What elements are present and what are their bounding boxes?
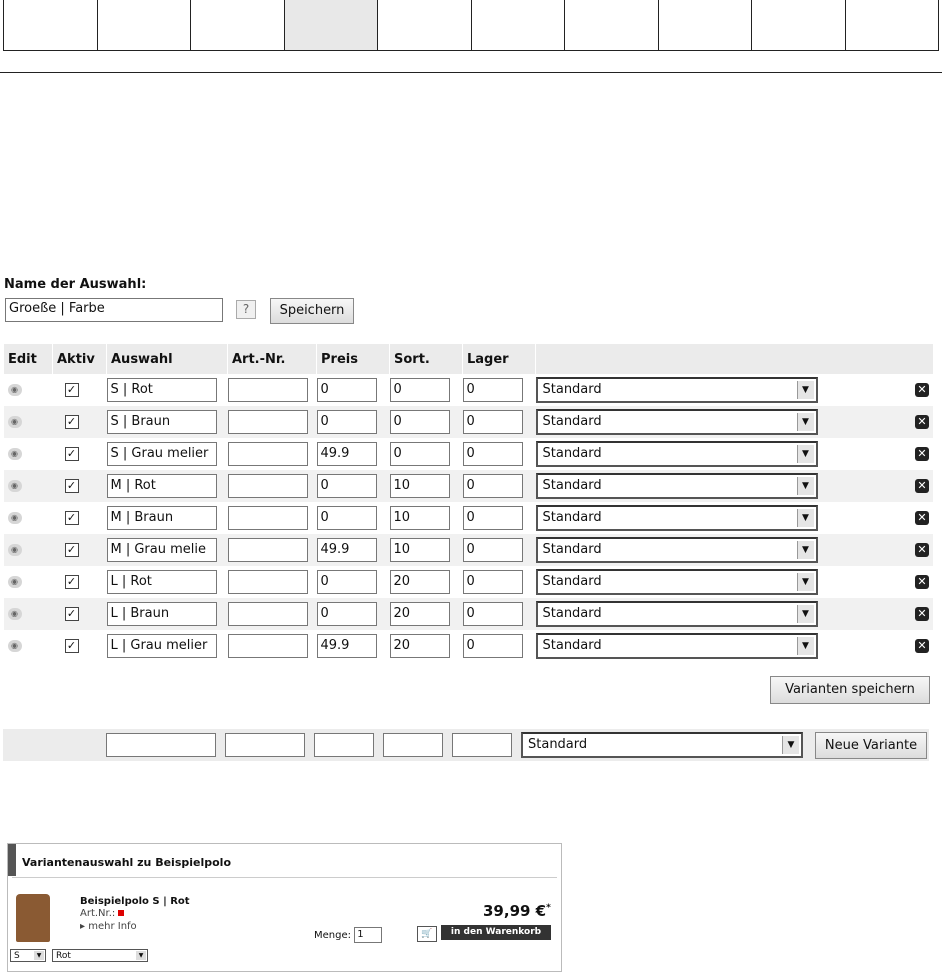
artnr-cell	[228, 598, 317, 630]
price-footnote-mark: *	[546, 903, 551, 913]
col-template	[536, 344, 934, 374]
lager-cell	[463, 598, 536, 630]
delete-icon[interactable]: ✕	[915, 511, 929, 525]
template-group	[536, 473, 934, 499]
chevron-down-icon: ▼	[797, 637, 814, 655]
active-checkbox[interactable]: ✓	[65, 607, 79, 621]
auswahl-input[interactable]: M | Grau melie	[107, 538, 217, 562]
template-select[interactable]	[536, 377, 818, 403]
artnr-label: Art.Nr.:	[80, 908, 116, 919]
quantity-input[interactable]: 1	[354, 927, 382, 943]
auswahl-cell	[107, 598, 228, 630]
sort-input[interactable]: 20	[390, 634, 450, 658]
edit-icon[interactable]: ◉	[8, 608, 22, 620]
edit-cell	[4, 374, 53, 406]
edit-cell	[4, 502, 53, 534]
lager-input[interactable]: 0	[463, 442, 523, 466]
template-value: Standard	[542, 414, 602, 429]
template-cell	[536, 502, 934, 534]
col-artnr: Art.-Nr.	[228, 344, 317, 374]
active-checkbox[interactable]: ✓	[65, 543, 79, 557]
sort-cell	[390, 534, 463, 566]
new-template-value: Standard	[528, 737, 588, 752]
chevron-down-icon: ▼	[797, 381, 814, 399]
variant-preview-box	[7, 843, 562, 972]
sort-cell	[390, 374, 463, 406]
template-group	[536, 537, 934, 563]
auswahl-input[interactable]: S | Rot	[107, 378, 217, 402]
product-price	[483, 902, 551, 920]
table-row	[4, 470, 934, 502]
lager-cell	[463, 470, 536, 502]
delete-icon[interactable]: ✕	[915, 639, 929, 653]
preis-cell	[317, 630, 390, 662]
lager-cell	[463, 630, 536, 662]
template-cell	[536, 598, 934, 630]
aktiv-cell	[53, 502, 107, 534]
preis-cell	[317, 598, 390, 630]
chevron-down-icon: ▼	[797, 541, 814, 559]
delete-icon[interactable]: ✕	[915, 479, 929, 493]
tab-6[interactable]	[471, 0, 565, 50]
table-row	[4, 502, 934, 534]
lager-cell	[463, 374, 536, 406]
help-icon[interactable]: ?	[236, 300, 256, 319]
artnr-input[interactable]	[228, 538, 308, 562]
auswahl-cell	[107, 438, 228, 470]
lager-input[interactable]: 0	[463, 410, 523, 434]
save-variants-button[interactable]: Varianten speichern	[770, 676, 930, 704]
preis-input[interactable]: 0	[317, 474, 377, 498]
chevron-down-icon: ▼	[797, 605, 814, 623]
edit-icon[interactable]: ◉	[8, 416, 22, 428]
edit-cell	[4, 470, 53, 502]
delete-icon[interactable]: ✕	[915, 447, 929, 461]
chevron-down-icon: ▼	[797, 509, 814, 527]
template-select[interactable]	[536, 633, 818, 659]
lager-input[interactable]: 0	[463, 378, 523, 402]
selection-name-input[interactable]: Groeße | Farbe	[5, 298, 223, 322]
sort-input[interactable]: 10	[390, 474, 450, 498]
artnr-cell	[228, 534, 317, 566]
artnr-input[interactable]	[228, 442, 308, 466]
edit-cell	[4, 438, 53, 470]
aktiv-cell	[53, 406, 107, 438]
title-accent-bar	[8, 844, 16, 876]
artnr-input[interactable]	[228, 634, 308, 658]
edit-icon[interactable]: ◉	[8, 448, 22, 460]
more-info-label: mehr Info	[88, 921, 137, 932]
color-select[interactable]	[52, 949, 148, 962]
artnr-cell	[228, 566, 317, 598]
tab-2[interactable]	[97, 0, 191, 50]
lager-cell	[463, 438, 536, 470]
template-group	[536, 505, 934, 531]
artnr-input[interactable]	[228, 378, 308, 402]
active-checkbox[interactable]: ✓	[65, 511, 79, 525]
preis-input[interactable]: 0	[317, 602, 377, 626]
table-row	[4, 406, 934, 438]
tab-5[interactable]	[377, 0, 471, 50]
new-variant-row	[3, 729, 929, 761]
chevron-down-icon: ▼	[136, 951, 146, 960]
artnr-input[interactable]	[228, 570, 308, 594]
preis-input[interactable]: 49.9	[317, 442, 377, 466]
preis-input[interactable]: 49.9	[317, 634, 377, 658]
sort-cell	[390, 438, 463, 470]
preis-input[interactable]: 0	[317, 378, 377, 402]
auswahl-cell	[107, 406, 228, 438]
artnr-cell	[228, 406, 317, 438]
edit-icon[interactable]: ◉	[8, 640, 22, 652]
template-group	[536, 633, 934, 659]
preis-cell	[317, 566, 390, 598]
sort-input[interactable]: 0	[390, 378, 450, 402]
aktiv-cell	[53, 630, 107, 662]
template-value: Standard	[542, 606, 602, 621]
col-lager: Lager	[463, 344, 536, 374]
lager-cell	[463, 406, 536, 438]
sort-input[interactable]: 0	[390, 410, 450, 434]
aktiv-cell	[53, 598, 107, 630]
sort-input[interactable]: 10	[390, 506, 450, 530]
auswahl-cell	[107, 630, 228, 662]
preview-divider	[12, 877, 557, 878]
auswahl-input[interactable]: M | Rot	[107, 474, 217, 498]
template-cell	[536, 630, 934, 662]
lager-input[interactable]: 0	[463, 474, 523, 498]
template-group	[536, 569, 934, 595]
preview-title: Variantenauswahl zu Beispielpolo	[22, 856, 232, 869]
template-select[interactable]	[536, 409, 818, 435]
active-checkbox[interactable]: ✓	[65, 447, 79, 461]
auswahl-cell	[107, 374, 228, 406]
artnr-input[interactable]	[228, 410, 308, 434]
col-aktiv: Aktiv	[53, 344, 107, 374]
preis-input[interactable]: 0	[317, 570, 377, 594]
edit-cell	[4, 630, 53, 662]
price-value: 39,99 €	[483, 902, 547, 920]
delete-icon[interactable]: ✕	[915, 415, 929, 429]
table-row	[4, 630, 934, 662]
triangle-right-icon: ▸	[80, 921, 86, 932]
menge-label: Menge:	[314, 930, 351, 941]
sort-cell	[390, 470, 463, 502]
auswahl-cell	[107, 502, 228, 534]
auswahl-input[interactable]: S | Braun	[107, 410, 217, 434]
edit-cell	[4, 534, 53, 566]
table-header	[4, 344, 934, 374]
auswahl-input[interactable]: S | Grau melier	[107, 442, 217, 466]
cart-icon[interactable]: 🛒	[417, 926, 437, 942]
template-select[interactable]	[536, 473, 818, 499]
quantity-group	[314, 927, 382, 943]
delete-icon[interactable]: ✕	[915, 543, 929, 557]
template-cell	[536, 470, 934, 502]
artnr-cell	[228, 502, 317, 534]
edit-cell	[4, 566, 53, 598]
chevron-down-icon: ▼	[782, 736, 799, 754]
edit-icon[interactable]: ◉	[8, 576, 22, 588]
preis-cell	[317, 374, 390, 406]
delete-icon[interactable]: ✕	[915, 383, 929, 397]
product-name[interactable]: Beispielpolo S | Rot	[80, 896, 190, 907]
template-select[interactable]	[536, 505, 818, 531]
tab-9[interactable]	[751, 0, 845, 50]
sort-cell	[390, 598, 463, 630]
chevron-down-icon: ▼	[797, 573, 814, 591]
edit-cell	[4, 598, 53, 630]
table-row	[4, 598, 934, 630]
artnr-cell	[228, 438, 317, 470]
chevron-down-icon: ▼	[797, 445, 814, 463]
auswahl-input[interactable]: L | Braun	[107, 602, 217, 626]
template-value: Standard	[542, 542, 602, 557]
new-auswahl-input[interactable]	[106, 733, 216, 757]
table-row	[4, 534, 934, 566]
active-checkbox[interactable]: ✓	[65, 479, 79, 493]
artnr-line	[80, 908, 124, 919]
preis-input[interactable]: 49.9	[317, 538, 377, 562]
sort-cell	[390, 406, 463, 438]
template-value: Standard	[542, 382, 602, 397]
preis-cell	[317, 406, 390, 438]
tab-8[interactable]	[658, 0, 752, 50]
sort-cell	[390, 502, 463, 534]
lager-input[interactable]: 0	[463, 570, 523, 594]
template-value: Standard	[542, 638, 602, 653]
lager-cell	[463, 534, 536, 566]
delete-icon[interactable]: ✕	[915, 607, 929, 621]
auswahl-cell	[107, 470, 228, 502]
artnr-input[interactable]	[228, 602, 308, 626]
active-checkbox[interactable]: ✓	[65, 383, 79, 397]
aktiv-cell	[53, 566, 107, 598]
col-sort: Sort.	[390, 344, 463, 374]
active-checkbox[interactable]: ✓	[65, 575, 79, 589]
tab-strip	[3, 0, 939, 51]
auswahl-input[interactable]: L | Rot	[107, 570, 217, 594]
aktiv-cell	[53, 470, 107, 502]
tab-4-active[interactable]	[284, 0, 378, 50]
save-button[interactable]: Speichern	[270, 298, 354, 324]
new-template-select[interactable]	[521, 732, 803, 758]
lager-input[interactable]: 0	[463, 538, 523, 562]
size-select[interactable]	[10, 949, 46, 962]
add-to-cart-button[interactable]: in den Warenkorb	[441, 925, 551, 940]
edit-icon[interactable]: ◉	[8, 512, 22, 524]
lager-cell	[463, 502, 536, 534]
tab-3[interactable]	[190, 0, 284, 50]
template-value: Standard	[542, 510, 602, 525]
template-cell	[536, 534, 934, 566]
template-group	[536, 441, 934, 467]
lager-cell	[463, 566, 536, 598]
col-auswahl: Auswahl	[107, 344, 228, 374]
aktiv-cell	[53, 438, 107, 470]
template-value: Standard	[542, 574, 602, 589]
color-select-value: Rot	[56, 951, 71, 961]
template-cell	[536, 374, 934, 406]
active-checkbox[interactable]: ✓	[65, 415, 79, 429]
sort-cell	[390, 566, 463, 598]
sort-input[interactable]: 20	[390, 570, 450, 594]
table-row	[4, 438, 934, 470]
chevron-down-icon: ▼	[797, 477, 814, 495]
preis-cell	[317, 534, 390, 566]
tab-1[interactable]	[3, 0, 97, 50]
name-label: Name der Auswahl:	[4, 277, 147, 292]
artnr-cell	[228, 374, 317, 406]
new-lager-input[interactable]	[452, 733, 512, 757]
table-row	[4, 374, 934, 406]
artnr-cell	[228, 630, 317, 662]
auswahl-input[interactable]: L | Grau melier	[107, 634, 217, 658]
new-preis-input[interactable]	[314, 733, 374, 757]
template-cell	[536, 406, 934, 438]
aktiv-cell	[53, 374, 107, 406]
preis-input[interactable]: 0	[317, 410, 377, 434]
template-cell	[536, 566, 934, 598]
template-group	[536, 377, 934, 403]
template-value: Standard	[542, 446, 602, 461]
template-select[interactable]	[536, 601, 818, 627]
edit-cell	[4, 406, 53, 438]
template-select[interactable]	[536, 569, 818, 595]
active-checkbox[interactable]: ✓	[65, 639, 79, 653]
artnr-cell	[228, 470, 317, 502]
sort-input[interactable]: 20	[390, 602, 450, 626]
col-preis: Preis	[317, 344, 390, 374]
variants-table	[3, 344, 933, 662]
template-group	[536, 409, 934, 435]
product-image[interactable]	[16, 894, 50, 942]
edit-icon[interactable]: ◉	[8, 480, 22, 492]
preis-input[interactable]: 0	[317, 506, 377, 530]
more-info-link[interactable]	[80, 921, 137, 932]
edit-icon[interactable]: ◉	[8, 384, 22, 396]
template-group	[536, 601, 934, 627]
new-sort-input[interactable]	[383, 733, 443, 757]
auswahl-cell	[107, 566, 228, 598]
delete-icon[interactable]: ✕	[915, 575, 929, 589]
artnr-input[interactable]	[228, 474, 308, 498]
preis-cell	[317, 438, 390, 470]
tab-10[interactable]	[845, 0, 940, 50]
edit-icon[interactable]: ◉	[8, 544, 22, 556]
template-value: Standard	[542, 478, 602, 493]
auswahl-cell	[107, 534, 228, 566]
lager-input[interactable]: 0	[463, 506, 523, 530]
preis-cell	[317, 502, 390, 534]
sort-cell	[390, 630, 463, 662]
artnr-marker	[118, 910, 124, 916]
table-row	[4, 566, 934, 598]
lager-input[interactable]: 0	[463, 602, 523, 626]
size-select-value: S	[14, 951, 20, 961]
new-artnr-input[interactable]	[225, 733, 305, 757]
artnr-input[interactable]	[228, 506, 308, 530]
chevron-down-icon: ▼	[797, 413, 814, 431]
preis-cell	[317, 470, 390, 502]
new-variant-button[interactable]: Neue Variante	[815, 732, 927, 759]
sort-input[interactable]: 0	[390, 442, 450, 466]
chevron-down-icon: ▼	[34, 951, 44, 960]
aktiv-cell	[53, 534, 107, 566]
sort-input[interactable]: 10	[390, 538, 450, 562]
tab-7[interactable]	[564, 0, 658, 50]
col-edit: Edit	[4, 344, 53, 374]
auswahl-input[interactable]: M | Braun	[107, 506, 217, 530]
template-select[interactable]	[536, 537, 818, 563]
divider	[0, 72, 942, 73]
template-cell	[536, 438, 934, 470]
lager-input[interactable]: 0	[463, 634, 523, 658]
template-select[interactable]	[536, 441, 818, 467]
